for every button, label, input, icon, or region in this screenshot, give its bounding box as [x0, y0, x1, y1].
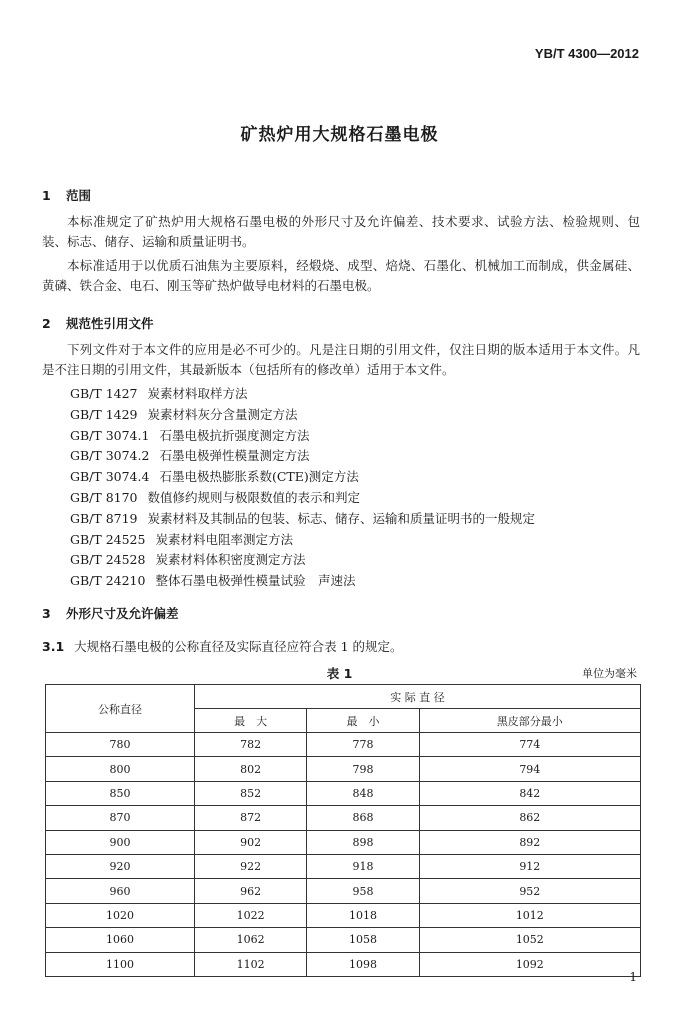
cell-nominal: 780: [46, 733, 195, 757]
table-caption: 表 1: [326, 666, 353, 681]
reference-title: 炭素材料灰分含量测定方法: [147, 406, 298, 422]
reference-item: [70, 426, 535, 447]
cell-nominal: 1020: [46, 903, 195, 927]
cell-nominal: 870: [46, 806, 195, 830]
cell-skin-min: 842: [419, 781, 640, 805]
header-nominal-diameter: 公称直径: [46, 685, 195, 733]
reference-item: [70, 405, 535, 426]
header-actual-diameter: 实 际 直 径: [195, 685, 641, 709]
reference-code: GB/T 8170: [70, 489, 138, 505]
header-max: 最 大: [195, 709, 307, 733]
reference-item: [70, 446, 535, 467]
cell-skin-min: 892: [419, 830, 640, 854]
cell-max: 802: [195, 757, 307, 781]
cell-min: 1018: [307, 903, 419, 927]
table-row: [46, 733, 641, 757]
table-row: [46, 806, 641, 830]
reference-title: 石墨电极抗折强度测定方法: [159, 427, 310, 443]
section-3-heading: [42, 604, 179, 622]
reference-title: 炭素材料取样方法: [147, 386, 248, 401]
reference-code: GB/T 24525: [70, 531, 146, 547]
table-unit: 单位为毫米: [582, 667, 637, 680]
table-row: [46, 781, 641, 805]
cell-skin-min: 794: [419, 757, 640, 781]
cell-skin-min: 774: [419, 733, 640, 757]
reference-code: GB/T 1429: [70, 406, 138, 422]
cell-min: 848: [307, 781, 419, 805]
cell-min: 918: [307, 854, 419, 878]
reference-title: 炭素材料电阻率测定方法: [155, 531, 293, 547]
cell-nominal: 960: [46, 879, 195, 903]
section-2-title: 规范性引用文件: [66, 316, 154, 331]
document-title: 矿热炉用大规格石墨电极: [240, 125, 439, 145]
reference-title: 数值修约规则与极限数值的表示和判定: [147, 489, 361, 505]
cell-min: 1098: [307, 952, 419, 976]
table-row: [46, 854, 641, 878]
cell-nominal: 920: [46, 854, 195, 878]
cell-max: 872: [195, 806, 307, 830]
reference-code: GB/T 3074.1: [70, 427, 150, 443]
cell-min: 868: [307, 806, 419, 830]
reference-item: [70, 550, 535, 571]
cell-min: 898: [307, 830, 419, 854]
reference-title: 炭素材料及其制品的包装、标志、储存、运输和质量证明书的一般规定: [147, 510, 536, 526]
cell-skin-min: 912: [419, 854, 640, 878]
reference-code: GB/T 24528: [70, 552, 146, 568]
reference-title: 石墨电极弹性模量测定方法: [159, 448, 310, 464]
section-2-intro: 下列文件对于本文件的应用是必不可少的。凡是注日期的引用文件，仅注日期的版本适用于本文件。凡是不注日期的引用文件，其最新版本（包括所有的修改单）适用于本文件。: [42, 342, 640, 377]
cell-nominal: 850: [46, 781, 195, 805]
page-number: 1: [629, 970, 637, 984]
reference-item: [70, 571, 535, 592]
cell-skin-min: 1092: [419, 952, 640, 976]
reference-title: 炭素材料体积密度测定方法: [155, 552, 306, 568]
cell-max: 962: [195, 879, 307, 903]
reference-item: [70, 384, 535, 405]
cell-skin-min: 952: [419, 879, 640, 903]
table-row: [46, 928, 641, 952]
reference-title: 石墨电极热膨胀系数(CTE)测定方法: [159, 469, 359, 485]
reference-code: GB/T 3074.2: [70, 448, 150, 464]
reference-item: [70, 530, 535, 551]
cell-min: 778: [307, 733, 419, 757]
section-3-number: 3: [42, 606, 51, 621]
cell-max: 902: [195, 830, 307, 854]
table-row: [46, 830, 641, 854]
cell-nominal: 1060: [46, 928, 195, 952]
cell-min: 798: [307, 757, 419, 781]
section-3-title: 外形尺寸及允许偏差: [66, 606, 179, 621]
reference-title: 整体石墨电极弹性模量试验 声速法: [155, 573, 356, 589]
cell-nominal: 1100: [46, 952, 195, 976]
section-1-paragraph-2: 本标准适用于以优质石油焦为主要原料，经煅烧、成型、焙烧、石墨化、机械加工而制成，供金属硅、黄磷、铁合金、电石、刚玉等矿热炉做导电材料的石墨电极。: [42, 258, 640, 293]
clause-3-1: [42, 637, 403, 655]
table-row: [46, 757, 641, 781]
standard-code: YB/T 4300—2012: [534, 46, 639, 61]
cell-max: 1022: [195, 903, 307, 927]
section-2-heading: [42, 314, 154, 332]
section-1-heading: [42, 186, 91, 204]
cell-min: 1058: [307, 928, 419, 952]
cell-min: 958: [307, 879, 419, 903]
cell-max: 782: [195, 733, 307, 757]
header-min: 最 小: [307, 709, 419, 733]
reference-item: [70, 509, 535, 530]
reference-item: [70, 467, 535, 488]
cell-max: 1062: [195, 928, 307, 952]
cell-max: 1102: [195, 952, 307, 976]
cell-skin-min: 1052: [419, 928, 640, 952]
clause-text: 大规格石墨电极的公称直径及实际直径应符合表 1 的规定。: [74, 639, 403, 654]
cell-max: 852: [195, 781, 307, 805]
clause-number: 3.1: [42, 639, 65, 654]
table-row: [46, 903, 641, 927]
section-1-number: 1: [42, 188, 51, 203]
table-row: [46, 952, 641, 976]
reference-code: GB/T 24210: [70, 573, 146, 589]
header-skin-min: 黑皮部分最小: [419, 709, 640, 733]
cell-skin-min: 1012: [419, 903, 640, 927]
reference-code: GB/T 8719: [70, 510, 138, 526]
reference-item: [70, 488, 535, 509]
cell-max: 922: [195, 854, 307, 878]
cell-nominal: 900: [46, 830, 195, 854]
reference-code: GB/T 1427: [70, 386, 138, 401]
diameter-table: [45, 684, 641, 977]
section-1-paragraph-1: 本标准规定了矿热炉用大规格石墨电极的外形尺寸及允许偏差、技术要求、试验方法、检验规则、包装、标志、储存、运输和质量证明书。: [42, 214, 640, 249]
section-1-title: 范围: [66, 188, 92, 203]
reference-code: GB/T 3074.4: [70, 469, 150, 485]
reference-list: [70, 384, 535, 592]
section-2-number: 2: [42, 316, 51, 331]
table-row: [46, 879, 641, 903]
cell-skin-min: 862: [419, 806, 640, 830]
cell-nominal: 800: [46, 757, 195, 781]
